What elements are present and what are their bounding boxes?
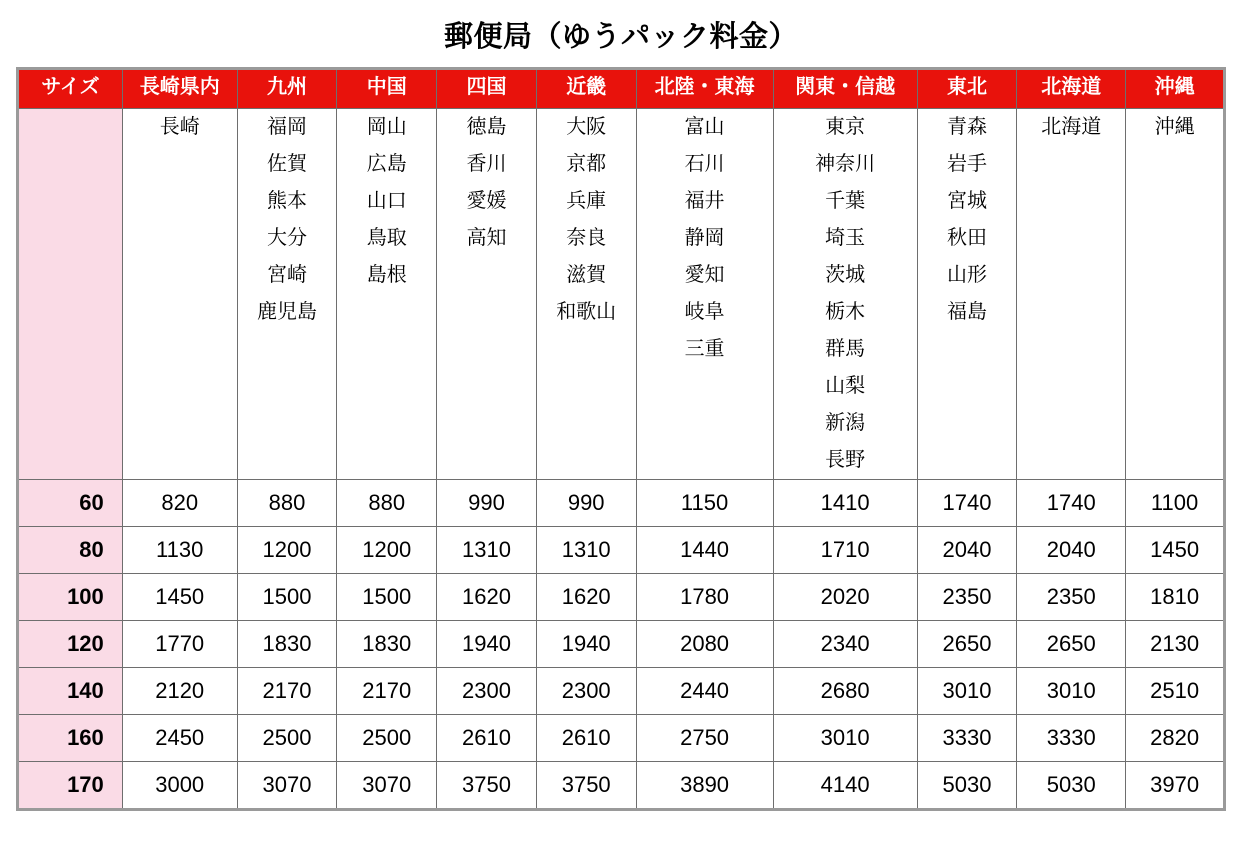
prefecture-cell-0 — [122, 109, 237, 480]
prefecture-cell-4 — [536, 109, 636, 480]
page-title: 郵便局（ゆうパック料金） — [443, 21, 798, 53]
rate-cell: 1770 — [122, 621, 237, 668]
prefecture-name: 大分 — [266, 227, 307, 249]
header-region-4: 近畿 — [536, 69, 636, 109]
prefecture-name: 山口 — [366, 190, 407, 212]
prefecture-name: 宮崎 — [266, 264, 307, 286]
rate-cell: 2300 — [536, 668, 636, 715]
rate-cell: 3010 — [917, 668, 1017, 715]
rate-cell: 3330 — [917, 715, 1017, 762]
rate-cell: 2500 — [337, 715, 437, 762]
header-region-3: 四国 — [437, 69, 537, 109]
rate-table-container — [0, 67, 1242, 811]
prefecture-name: 徳島 — [466, 116, 507, 138]
rate-cell: 2650 — [1017, 621, 1126, 668]
rate-cell: 1500 — [337, 574, 437, 621]
rate-cell: 3970 — [1126, 762, 1225, 810]
prefecture-cell-8 — [1017, 109, 1126, 480]
table-row — [18, 621, 1225, 668]
rate-cell: 1410 — [773, 480, 917, 527]
rate-cell: 2680 — [773, 668, 917, 715]
rate-cell: 1740 — [1017, 480, 1126, 527]
rate-cell: 3070 — [237, 762, 337, 810]
prefecture-name: 熊本 — [266, 190, 307, 212]
prefecture-name: 長崎 — [159, 116, 200, 138]
prefecture-cell-5 — [636, 109, 773, 480]
prefecture-name: 青森 — [947, 116, 987, 138]
rate-cell: 2500 — [237, 715, 337, 762]
rate-cell: 2120 — [122, 668, 237, 715]
rate-cell: 820 — [122, 480, 237, 527]
header-region-5: 北陸・東海 — [636, 69, 773, 109]
prefecture-name: 愛知 — [684, 264, 725, 286]
rate-cell: 2450 — [122, 715, 237, 762]
header-region-1: 九州 — [237, 69, 337, 109]
prefecture-cell-6 — [773, 109, 917, 480]
prefecture-name: 鳥取 — [366, 227, 407, 249]
rate-cell: 880 — [337, 480, 437, 527]
rate-cell: 1450 — [1126, 527, 1225, 574]
row-size-label: 140 — [18, 668, 123, 715]
header-row — [18, 69, 1225, 109]
prefecture-name: 鹿児島 — [256, 301, 317, 323]
rate-cell: 2350 — [1017, 574, 1126, 621]
rate-cell: 2040 — [1017, 527, 1126, 574]
prefecture-name: 高知 — [466, 227, 507, 249]
prefecture-name: 和歌山 — [556, 301, 617, 323]
row-size-label: 60 — [18, 480, 123, 527]
header-size: サイズ — [18, 69, 123, 109]
prefecture-name: 山梨 — [825, 375, 866, 397]
rate-cell: 2170 — [337, 668, 437, 715]
rate-cell: 2170 — [237, 668, 337, 715]
rate-cell: 3070 — [337, 762, 437, 810]
rate-cell: 1780 — [636, 574, 773, 621]
rate-cell: 880 — [237, 480, 337, 527]
prefecture-name: 奈良 — [566, 227, 607, 249]
rate-cell: 3000 — [122, 762, 237, 810]
table-row — [18, 480, 1225, 527]
prefecture-name: 宮城 — [947, 190, 987, 212]
prefecture-name: 埼玉 — [825, 227, 866, 249]
prefecture-name: 山形 — [947, 264, 987, 286]
rate-cell: 2020 — [773, 574, 917, 621]
prefecture-name: 兵庫 — [566, 190, 607, 212]
rate-cell: 1830 — [237, 621, 337, 668]
rate-cell: 1310 — [536, 527, 636, 574]
rate-cell: 1450 — [122, 574, 237, 621]
rate-cell: 2820 — [1126, 715, 1225, 762]
rate-cell: 1940 — [536, 621, 636, 668]
prefecture-cell-9 — [1126, 109, 1225, 480]
rate-cell: 3890 — [636, 762, 773, 810]
prefecture-name: 島根 — [366, 264, 407, 286]
rate-cell: 2440 — [636, 668, 773, 715]
prefecture-name: 群馬 — [825, 338, 866, 360]
rate-cell: 3010 — [773, 715, 917, 762]
header-region-9: 沖縄 — [1126, 69, 1225, 109]
rate-cell: 2080 — [636, 621, 773, 668]
row-size-label: 100 — [18, 574, 123, 621]
prefecture-name: 愛媛 — [466, 190, 507, 212]
rate-cell: 1710 — [773, 527, 917, 574]
prefecture-name: 福岡 — [266, 116, 307, 138]
prefecture-name: 滋賀 — [566, 264, 607, 286]
rate-cell: 2340 — [773, 621, 917, 668]
prefecture-name: 岩手 — [947, 153, 987, 175]
prefecture-body — [18, 109, 1225, 480]
row-size-label: 170 — [18, 762, 123, 810]
prefecture-name: 大阪 — [566, 116, 607, 138]
prefecture-name: 北海道 — [1041, 116, 1102, 138]
yupack-rate-table — [16, 67, 1226, 811]
prefecture-name: 広島 — [366, 153, 407, 175]
rate-cell: 3330 — [1017, 715, 1126, 762]
prefecture-name: 神奈川 — [815, 153, 876, 175]
prefecture-name: 新潟 — [825, 412, 866, 434]
prefecture-name: 香川 — [466, 153, 507, 175]
rate-cell: 1620 — [536, 574, 636, 621]
prefecture-name: 長野 — [825, 449, 866, 471]
rate-cell: 2610 — [536, 715, 636, 762]
prefecture-row — [18, 109, 1225, 480]
prefecture-name: 京都 — [566, 153, 607, 175]
row-size-label: 80 — [18, 527, 123, 574]
rate-cell: 990 — [536, 480, 636, 527]
rate-cell: 5030 — [917, 762, 1017, 810]
prefecture-name: 茨城 — [825, 264, 866, 286]
rate-cell: 1150 — [636, 480, 773, 527]
row-size-label: 160 — [18, 715, 123, 762]
prefecture-row-size-cell — [18, 109, 123, 480]
prefecture-name: 富山 — [684, 116, 725, 138]
table-header — [18, 69, 1225, 109]
prefecture-name: 福島 — [947, 301, 987, 323]
prefecture-name: 沖縄 — [1154, 116, 1195, 138]
rate-cell: 1200 — [337, 527, 437, 574]
rate-cell: 2130 — [1126, 621, 1225, 668]
prefecture-name: 東京 — [825, 116, 866, 138]
rate-cell: 2650 — [917, 621, 1017, 668]
rate-cell: 4140 — [773, 762, 917, 810]
header-region-2: 中国 — [337, 69, 437, 109]
rate-cell: 2750 — [636, 715, 773, 762]
prefecture-name: 石川 — [684, 153, 725, 175]
rate-body — [18, 480, 1225, 810]
rate-cell: 2510 — [1126, 668, 1225, 715]
rate-cell: 1200 — [237, 527, 337, 574]
prefecture-cell-3 — [437, 109, 537, 480]
table-row — [18, 715, 1225, 762]
prefecture-name: 栃木 — [825, 301, 866, 323]
rate-cell: 1130 — [122, 527, 237, 574]
rate-cell: 1830 — [337, 621, 437, 668]
table-row — [18, 527, 1225, 574]
rate-cell: 3750 — [536, 762, 636, 810]
row-size-label: 120 — [18, 621, 123, 668]
rate-cell: 1440 — [636, 527, 773, 574]
rate-cell: 2350 — [917, 574, 1017, 621]
prefecture-name: 三重 — [684, 338, 725, 360]
rate-cell: 1500 — [237, 574, 337, 621]
rate-cell: 1310 — [437, 527, 537, 574]
rate-cell: 3010 — [1017, 668, 1126, 715]
rate-cell: 1740 — [917, 480, 1017, 527]
header-region-6: 関東・信越 — [773, 69, 917, 109]
prefecture-name: 岐阜 — [684, 301, 725, 323]
prefecture-name: 秋田 — [947, 227, 987, 249]
table-row — [18, 668, 1225, 715]
table-row — [18, 762, 1225, 810]
header-region-8: 北海道 — [1017, 69, 1126, 109]
header-region-0: 長崎県内 — [122, 69, 237, 109]
prefecture-name: 福井 — [684, 190, 725, 212]
rate-cell: 2300 — [437, 668, 537, 715]
prefecture-cell-7 — [917, 109, 1017, 480]
prefecture-name: 岡山 — [366, 116, 407, 138]
prefecture-name: 千葉 — [825, 190, 866, 212]
rate-cell: 1940 — [437, 621, 537, 668]
rate-cell: 5030 — [1017, 762, 1126, 810]
header-region-7: 東北 — [917, 69, 1017, 109]
rate-cell: 990 — [437, 480, 537, 527]
rate-cell: 2610 — [437, 715, 537, 762]
rate-cell: 1620 — [437, 574, 537, 621]
rate-cell: 3750 — [437, 762, 537, 810]
prefecture-name: 佐賀 — [266, 153, 307, 175]
prefecture-cell-1 — [237, 109, 337, 480]
rate-cell: 1100 — [1126, 480, 1225, 527]
prefecture-name: 静岡 — [684, 227, 725, 249]
rate-cell: 1810 — [1126, 574, 1225, 621]
prefecture-cell-2 — [337, 109, 437, 480]
table-row — [18, 574, 1225, 621]
rate-cell: 2040 — [917, 527, 1017, 574]
